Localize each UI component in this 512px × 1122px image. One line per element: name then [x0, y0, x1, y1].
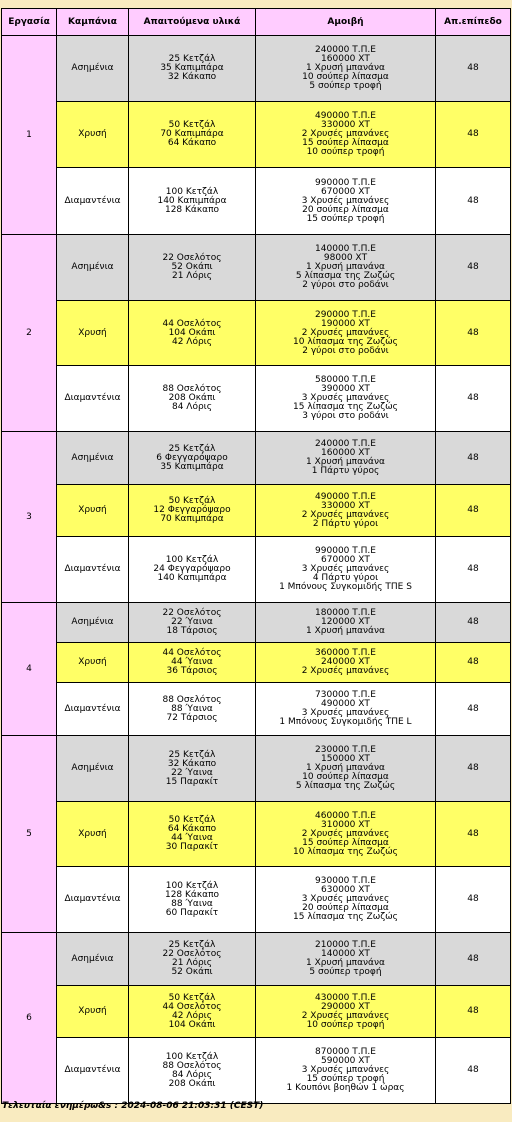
campaign-cell: Διαμαντένια [57, 1038, 129, 1104]
rewards-table [1, 8, 511, 1104]
materials-line: 128 Κάκαπο [164, 204, 220, 215]
materials-line: 84 Λόρις [171, 402, 213, 412]
campaign-cell: Ασημένια [57, 603, 129, 643]
level-cell: 48 [436, 36, 511, 102]
reward-line: 3 Χρυσές μπανάνες [301, 393, 390, 403]
level-cell: 48 [436, 366, 511, 432]
reward-line: 20 σούπερ λίπασμα [302, 204, 389, 215]
reward-line: 10 σούπερ τροφή [306, 1019, 385, 1030]
reward-line: 140000 Τ.Π.Ε [315, 244, 376, 254]
level-cell: 48 [436, 802, 511, 867]
materials-line: 22 Ύαινα [171, 767, 213, 778]
campaign-cell: Διαμαντένια [57, 867, 129, 933]
materials-line: 44 Ύαινα [171, 657, 213, 667]
materials-line: 50 Κετζάλ [168, 815, 216, 825]
reward-line: 10 σούπερ λίπασμα [302, 72, 389, 82]
reward-line: 430000 Τ.Π.Ε [315, 992, 376, 1003]
task-number: 3 [2, 432, 57, 603]
reward-cell [256, 168, 436, 235]
materials-line: 88 Οσελότος [162, 1060, 222, 1071]
materials-line: 70 Καπιμπάρα [160, 514, 224, 524]
materials-cell [129, 933, 256, 986]
reward-line: 1 Πάρτυ γύρος [311, 466, 380, 476]
table-row [2, 867, 511, 933]
reward-line: 3 Χρυσές μπανάνες [301, 894, 390, 904]
reward-line: 490000 Τ.Π.Ε [315, 491, 376, 502]
materials-cell [129, 736, 256, 802]
campaign-cell: Χρυσή [57, 301, 129, 366]
table-row [2, 485, 511, 537]
materials-line: 22 Οσελότος [162, 253, 222, 263]
reward-line: 120000 ΧΤ [321, 617, 370, 627]
materials-line: 42 Λόρις [171, 1010, 213, 1021]
reward-line: 330000 ΧΤ [321, 120, 370, 130]
materials-line: 140 Καπιμπάρα [157, 573, 227, 583]
materials-cell [129, 1038, 256, 1104]
reward-line: 3 γύροι στο ροδάνι [302, 411, 389, 421]
materials-line: 60 Παρακίτ [165, 907, 219, 918]
reward-cell [256, 986, 436, 1038]
reward-line: 460000 Τ.Π.Ε [315, 810, 376, 821]
materials-cell [129, 432, 256, 485]
reward-line: 590000 ΧΤ [321, 1056, 370, 1066]
reward-line: 5 λίπασμα της Ζωζώς [295, 271, 396, 281]
materials-line: 12 Φεγγαρόψαρο [153, 505, 231, 515]
reward-line: 670000 ΧΤ [321, 186, 370, 197]
materials-cell [129, 802, 256, 867]
reward-cell [256, 301, 436, 366]
materials-line: 6 Φεγγαρόψαρο [156, 452, 228, 463]
task-number: 2 [2, 235, 57, 432]
header-task: Εργασία [2, 9, 57, 36]
reward-line: 3 Χρυσές μπανάνες [301, 1065, 390, 1075]
materials-line: 15 Παρακίτ [165, 776, 219, 787]
task-number: 4 [2, 603, 57, 736]
materials-line: 208 Οκάπι [168, 393, 216, 403]
materials-line: 24 Φεγγαρόψαρο [153, 564, 231, 574]
campaign-cell: Διαμαντένια [57, 168, 129, 235]
reward-line: 990000 Τ.Π.Ε [315, 177, 376, 188]
reward-line: 2 γύροι στο ροδάνι [302, 280, 389, 290]
reward-cell [256, 603, 436, 643]
materials-line: 100 Κετζάλ [165, 186, 219, 197]
materials-line: 100 Κετζάλ [165, 1051, 219, 1062]
materials-cell [129, 485, 256, 537]
reward-line: 210000 Τ.Π.Ε [315, 940, 376, 950]
task-number: 6 [2, 933, 57, 1104]
reward-line: 870000 Τ.Π.Ε [315, 1047, 376, 1057]
materials-line: 42 Λόρις [171, 336, 213, 347]
header-row [2, 9, 511, 36]
materials-line: 44 Οσελότος [162, 648, 222, 658]
materials-line: 104 Οκάπι [168, 1019, 216, 1030]
reward-line: 330000 ΧΤ [321, 500, 370, 511]
table-row [2, 36, 511, 102]
reward-line: 290000 Τ.Π.Ε [315, 309, 376, 320]
materials-line: 140 Καπιμπάρα [157, 195, 227, 206]
table-row [2, 1038, 511, 1104]
reward-cell [256, 366, 436, 432]
reward-line: 2 Χρυσές μπανάνες [301, 828, 390, 839]
materials-line: 52 Οκάπι [171, 262, 213, 272]
materials-line: 70 Καπιμπάρα [160, 129, 224, 139]
table-row [2, 301, 511, 366]
materials-line: 32 Κάκαπο [167, 72, 217, 82]
level-cell: 48 [436, 235, 511, 301]
materials-line: 128 Κάκαπο [164, 889, 220, 900]
materials-line: 50 Κετζάλ [168, 992, 216, 1003]
level-cell: 48 [436, 432, 511, 485]
reward-line: 930000 Τ.Π.Ε [315, 876, 376, 886]
reward-line: 1 Χρυσή μπανάνα [306, 626, 385, 636]
reward-cell [256, 933, 436, 986]
materials-line: 44 Οσελότος [162, 1001, 222, 1012]
materials-cell [129, 366, 256, 432]
campaign-cell: Διαμαντένια [57, 537, 129, 603]
reward-cell [256, 643, 436, 683]
reward-line: 990000 Τ.Π.Ε [315, 546, 376, 556]
reward-line: 390000 ΧΤ [321, 384, 370, 394]
reward-cell [256, 36, 436, 102]
level-cell: 48 [436, 168, 511, 235]
materials-line: 25 Κετζάλ [168, 940, 216, 950]
reward-line: 3 Χρυσές μπανάνες [301, 195, 390, 206]
reward-line: 3 Χρυσές μπανάνες [301, 708, 390, 718]
reward-line: 1 Χρυσή μπανάνα [306, 262, 385, 272]
reward-line: 160000 ΧΤ [321, 54, 370, 64]
reward-line: 2 Χρυσές μπανάνες [301, 666, 390, 676]
campaign-cell: Ασημένια [57, 736, 129, 802]
reward-line: 98000 ΧΤ [323, 253, 368, 263]
level-cell: 48 [436, 301, 511, 366]
table-row [2, 102, 511, 168]
materials-line: 88 Ύαινα [171, 703, 213, 714]
table-row [2, 986, 511, 1038]
materials-cell [129, 301, 256, 366]
header-materials: Απαιτούμενα υλικά [129, 9, 256, 36]
reward-line: 1 Χρυσή μπανάνα [306, 763, 385, 773]
reward-line: 2 Πάρτυ γύροι [312, 518, 379, 529]
reward-line: 1 Χρυσή μπανάνα [306, 958, 385, 968]
campaign-cell: Ασημένια [57, 235, 129, 301]
level-cell: 48 [436, 683, 511, 736]
reward-line: 15 σούπερ τροφή [306, 1074, 385, 1084]
reward-line: 2 Χρυσές μπανάνες [301, 129, 390, 139]
reward-line: 1 Χρυσή μπανάνα [306, 63, 385, 73]
reward-line: 150000 ΧΤ [321, 754, 370, 764]
materials-cell [129, 168, 256, 235]
campaign-cell: Ασημένια [57, 36, 129, 102]
materials-line: 104 Οκάπι [168, 327, 216, 338]
materials-line: 50 Κετζάλ [168, 120, 216, 130]
reward-line: 1 Μπόνους Συγκομιδής ΤΠΕ L [279, 717, 412, 727]
last-updated: Τελευταία ενημέρω&s : 2024-08-06 21:03:31 (CEST) [2, 1101, 264, 1111]
reward-line: 180000 Τ.Π.Ε [315, 608, 376, 618]
campaign-cell: Χρυσή [57, 802, 129, 867]
reward-line: 490000 Τ.Π.Ε [315, 111, 376, 121]
table-row [2, 432, 511, 485]
materials-cell [129, 235, 256, 301]
campaign-cell: Χρυσή [57, 485, 129, 537]
materials-line: 25 Κετζάλ [168, 443, 216, 454]
reward-cell [256, 1038, 436, 1104]
reward-line: 15 σούπερ τροφή [306, 213, 385, 224]
reward-line: 580000 Τ.Π.Ε [315, 375, 376, 385]
reward-line: 15 λίπασμα της Ζωζώς [293, 402, 398, 412]
reward-cell [256, 683, 436, 736]
reward-line: 4 Πάρτυ γύροι [312, 573, 379, 583]
campaign-cell: Χρυσή [57, 643, 129, 683]
reward-cell [256, 102, 436, 168]
materials-line: 64 Κάκαπο [167, 824, 217, 834]
materials-line: 32 Κάκαπο [167, 758, 217, 769]
level-cell: 48 [436, 736, 511, 802]
reward-line: 2 Χρυσές μπανάνες [301, 509, 390, 520]
materials-cell [129, 36, 256, 102]
reward-line: 240000 Τ.Π.Ε [315, 439, 376, 449]
reward-cell [256, 537, 436, 603]
reward-line: 15 λίπασμα της Ζωζώς [293, 912, 398, 922]
materials-cell [129, 986, 256, 1038]
reward-cell [256, 802, 436, 867]
reward-line: 10 σούπερ τροφή [306, 147, 385, 157]
level-cell: 48 [436, 643, 511, 683]
reward-line: 15 σούπερ λίπασμα [302, 837, 389, 848]
header-reward: Αμοιβή [256, 9, 436, 36]
reward-line: 1 Χρυσή μπανάνα [306, 457, 385, 467]
reward-line: 490000 ΧΤ [321, 699, 370, 709]
campaign-cell: Ασημένια [57, 432, 129, 485]
materials-line: 36 Τάρσιος [166, 666, 218, 676]
reward-line: 360000 Τ.Π.Ε [315, 648, 376, 658]
table-row [2, 537, 511, 603]
reward-line: 20 σούπερ λίπασμα [302, 903, 389, 913]
materials-line: 22 Ύαινα [171, 617, 213, 627]
table-row [2, 366, 511, 432]
table-row [2, 168, 511, 235]
reward-line: 160000 ΧΤ [321, 448, 370, 458]
header-level: Απ.επίπεδο [436, 9, 511, 36]
reward-line: 140000 ΧΤ [321, 949, 370, 959]
level-cell: 48 [436, 933, 511, 986]
level-cell: 48 [436, 986, 511, 1038]
reward-line: 2 γύροι στο ροδάνι [302, 345, 389, 356]
materials-line: 30 Παρακίτ [165, 842, 219, 852]
materials-cell [129, 102, 256, 168]
reward-line: 10 λίπασμα της Ζωζώς [293, 846, 398, 857]
reward-line: 240000 ΧΤ [321, 657, 370, 667]
reward-line: 3 Χρυσές μπανάνες [301, 564, 390, 574]
table-row [2, 736, 511, 802]
reward-cell [256, 485, 436, 537]
reward-line: 670000 ΧΤ [321, 555, 370, 565]
campaign-cell: Διαμαντένια [57, 366, 129, 432]
reward-line: 10 λίπασμα της Ζωζώς [293, 336, 398, 347]
materials-line: 208 Οκάπι [168, 1078, 216, 1089]
materials-line: 88 Ύαινα [171, 898, 213, 909]
campaign-cell: Χρυσή [57, 102, 129, 168]
materials-line: 50 Κετζάλ [168, 496, 216, 506]
materials-cell [129, 683, 256, 736]
reward-line: 10 σούπερ λίπασμα [302, 772, 389, 782]
campaign-cell: Διαμαντένια [57, 683, 129, 736]
materials-cell [129, 537, 256, 603]
table-row [2, 643, 511, 683]
materials-line: 100 Κετζάλ [165, 880, 219, 891]
reward-line: 230000 Τ.Π.Ε [315, 745, 376, 755]
materials-line: 25 Κετζάλ [168, 54, 216, 64]
reward-line: 5 σούπερ τροφή [309, 81, 382, 91]
campaign-cell: Χρυσή [57, 986, 129, 1038]
reward-line: 1 Μπόνους Συγκομιδής ΤΠΕ S [279, 582, 412, 592]
materials-line: 22 Οσελότος [162, 608, 222, 618]
materials-line: 44 Οσελότος [162, 318, 222, 329]
materials-line: 100 Κετζάλ [165, 555, 219, 565]
reward-line: 1 Κουπόνι βοηθών 1 ώρας [286, 1083, 405, 1093]
reward-cell [256, 235, 436, 301]
task-number: 1 [2, 36, 57, 235]
materials-line: 44 Ύαινα [171, 833, 213, 843]
reward-cell [256, 867, 436, 933]
materials-line: 22 Οσελότος [162, 949, 222, 959]
reward-line: 240000 Τ.Π.Ε [315, 45, 376, 55]
materials-cell [129, 603, 256, 643]
materials-line: 88 Οσελότος [162, 694, 222, 705]
reward-cell [256, 736, 436, 802]
materials-line: 18 Τάρσιος [166, 626, 218, 636]
reward-line: 290000 ΧΤ [321, 1001, 370, 1012]
reward-line: 2 Χρυσές μπανάνες [301, 327, 390, 338]
materials-line: 35 Καπιμπάρα [160, 63, 224, 73]
table-row [2, 933, 511, 986]
table-row [2, 603, 511, 643]
materials-line: 88 Οσελότος [162, 384, 222, 394]
reward-cell [256, 432, 436, 485]
task-number: 5 [2, 736, 57, 933]
materials-line: 52 Οκάπι [171, 967, 213, 977]
reward-line: 310000 ΧΤ [321, 819, 370, 830]
level-cell: 48 [436, 867, 511, 933]
reward-line: 730000 Τ.Π.Ε [315, 690, 376, 700]
reward-line: 15 σούπερ λίπασμα [302, 138, 389, 148]
reward-line: 190000 ΧΤ [321, 318, 370, 329]
level-cell: 48 [436, 603, 511, 643]
materials-line: 21 Λόρις [171, 271, 213, 281]
reward-line: 2 Χρυσές μπανάνες [301, 1010, 390, 1021]
level-cell: 48 [436, 485, 511, 537]
materials-line: 72 Τάρσιος [166, 712, 218, 723]
reward-line: 5 λίπασμα της Ζωζώς [295, 781, 396, 791]
table-row [2, 802, 511, 867]
materials-cell [129, 643, 256, 683]
materials-line: 21 Λόρις [171, 958, 213, 968]
materials-line: 84 Λόρις [171, 1069, 213, 1080]
reward-line: 630000 ΧΤ [321, 885, 370, 895]
level-cell: 48 [436, 537, 511, 603]
materials-line: 25 Κετζάλ [168, 749, 216, 760]
table-row [2, 235, 511, 301]
materials-line: 64 Κάκαπο [167, 138, 217, 148]
materials-cell [129, 867, 256, 933]
materials-line: 35 Καπιμπάρα [160, 461, 224, 472]
header-campaign: Καμπάνια [57, 9, 129, 36]
reward-line: 5 σούπερ τροφή [309, 967, 382, 977]
table-row [2, 683, 511, 736]
level-cell: 48 [436, 102, 511, 168]
campaign-cell: Ασημένια [57, 933, 129, 986]
level-cell: 48 [436, 1038, 511, 1104]
